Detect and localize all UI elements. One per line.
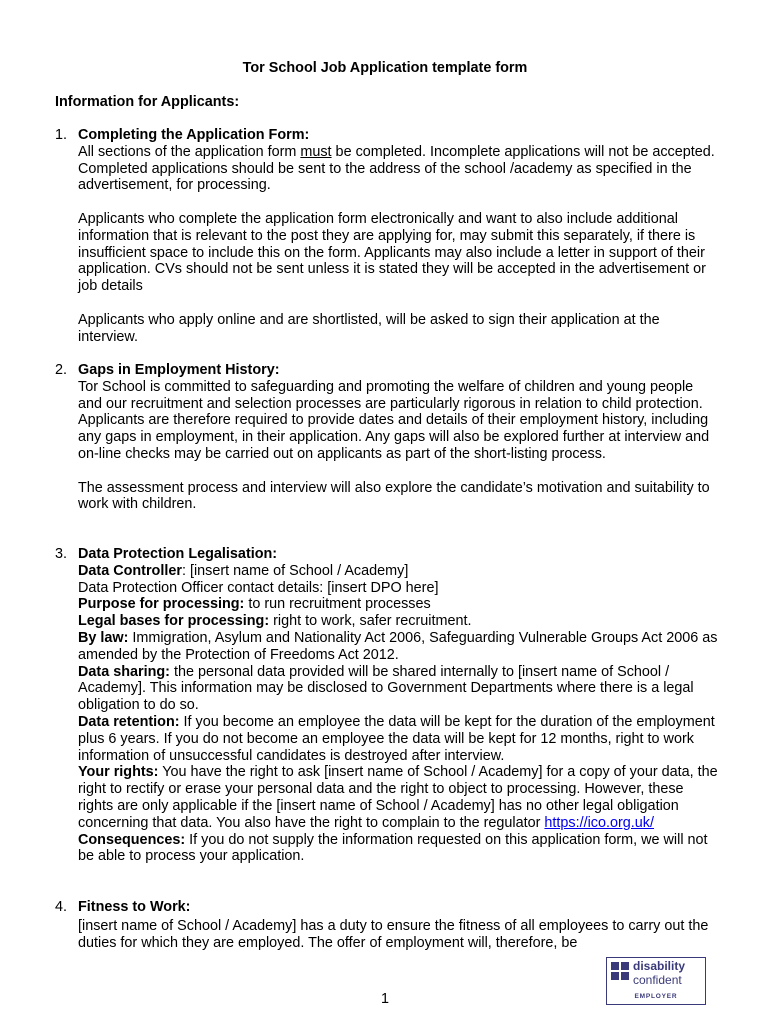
section-number: 3. (55, 546, 68, 562)
by-law-line: By law: Immigration, Asylum and Nationality Act 2006, Safeguarding Vulnerable Groups Act 2006 as amended by the Protection of Freedoms Act 2012. (78, 629, 718, 663)
section-fitness-to-work (55, 899, 720, 951)
section-data-protection (55, 546, 720, 865)
your-rights-line: Your rights: You have the right to ask [insert name of School / Academy] for a copy of your data, the right to rectify or erase your personal data and the right to object to processing. However, these rights are only applicable if the [insert name of School / Academy] has no other legal obligation concerning that data. You also have the right to complain to the regulator https://ico.org.uk/ (78, 764, 718, 831)
info-heading: Information for Applicants: (55, 94, 240, 110)
data-controller-line: Data Controller: [insert name of School / Academy] (78, 562, 409, 579)
section-heading: Data Protection Legalisation: (78, 546, 278, 562)
logo-square-icon (611, 962, 619, 970)
logo-square-icon (611, 972, 619, 980)
purpose-line: Purpose for processing: to run recruitment processes (78, 596, 431, 613)
legal-bases-line: Legal bases for processing: right to work, safer recruitment. (78, 613, 472, 630)
logo-square-icon (621, 972, 629, 980)
document-title: Tor School Job Application template form (242, 60, 528, 76)
section-heading: Completing the Application Form: (78, 127, 310, 143)
section-number: 2. (55, 362, 68, 378)
paragraph: Applicants who complete the application form electronically and want to also include additional information that is relevant to the post they are applying for, may submit this separately, if there is insufficient space to include this on the form. Applicants may also include a letter in support of their application. CVs should not be sent unless it is stated they will be accepted in the advertisement or job details (78, 210, 706, 295)
consequences-line: Consequences: If you do not supply the information requested on this application form, we will not be able to process your application. (78, 831, 708, 865)
paragraph: All sections of the application form must be completed. Incomplete applications will not be accepted. Completed applications should be sent to the address of the school /academy as specified in the advertisement, for processing. (78, 143, 715, 194)
logo-line1: disability (633, 959, 686, 973)
must-emphasis: must (300, 143, 332, 160)
page-number: 1 (380, 991, 389, 1007)
paragraph: Applicants who apply online and are shortlisted, will be asked to sign their application at the interview. (78, 311, 660, 345)
paragraph: Tor School is committed to safeguarding and promoting the welfare of children and young people and our recruitment and selection processes are particularly rigorous in relation to child protection. Applicants are therefore required to provide dates and details of their employment history, including any gaps in employment, in their application. Any gaps will also be explored further at interview and on-line checks may be carried out on applicants as part of the short-listing process. (78, 378, 710, 462)
logo-line2: confident (633, 973, 682, 987)
logo-line3: EMPLOYER (634, 993, 678, 1000)
section-number: 4. (55, 899, 68, 915)
data-retention-line: Data retention: If you become an employee the data will be kept for the duration of the employment plus 6 years. If you do not become an employee the data will be kept for 12 months, right to work information of unsuccessful candidates is destroyed after interview. (78, 713, 715, 764)
section-heading: Gaps in Employment History: (78, 362, 280, 378)
section-completing-form (55, 127, 720, 345)
paragraph: [insert name of School / Academy] has a duty to ensure the fitness of all employees to carry out the duties for which they are employed. The offer of employment will, therefore, be (78, 917, 709, 951)
ico-link[interactable]: https://ico.org.uk/ (544, 814, 655, 831)
dpo-line: Data Protection Officer contact details: [insert DPO here] (78, 579, 439, 596)
data-sharing-line: Data sharing: the personal data provided will be shared internally to [insert name of School / Academy]. This information may be disclosed to Government Departments where there is a legal obligation to do so. (78, 663, 694, 714)
paragraph: The assessment process and interview will also explore the candidate’s motivation and suitability to work with children. (78, 479, 710, 513)
section-employment-gaps (55, 362, 720, 513)
logo-square-icon (621, 962, 629, 970)
section-heading: Fitness to Work: (78, 899, 191, 915)
section-number: 1. (55, 127, 68, 143)
